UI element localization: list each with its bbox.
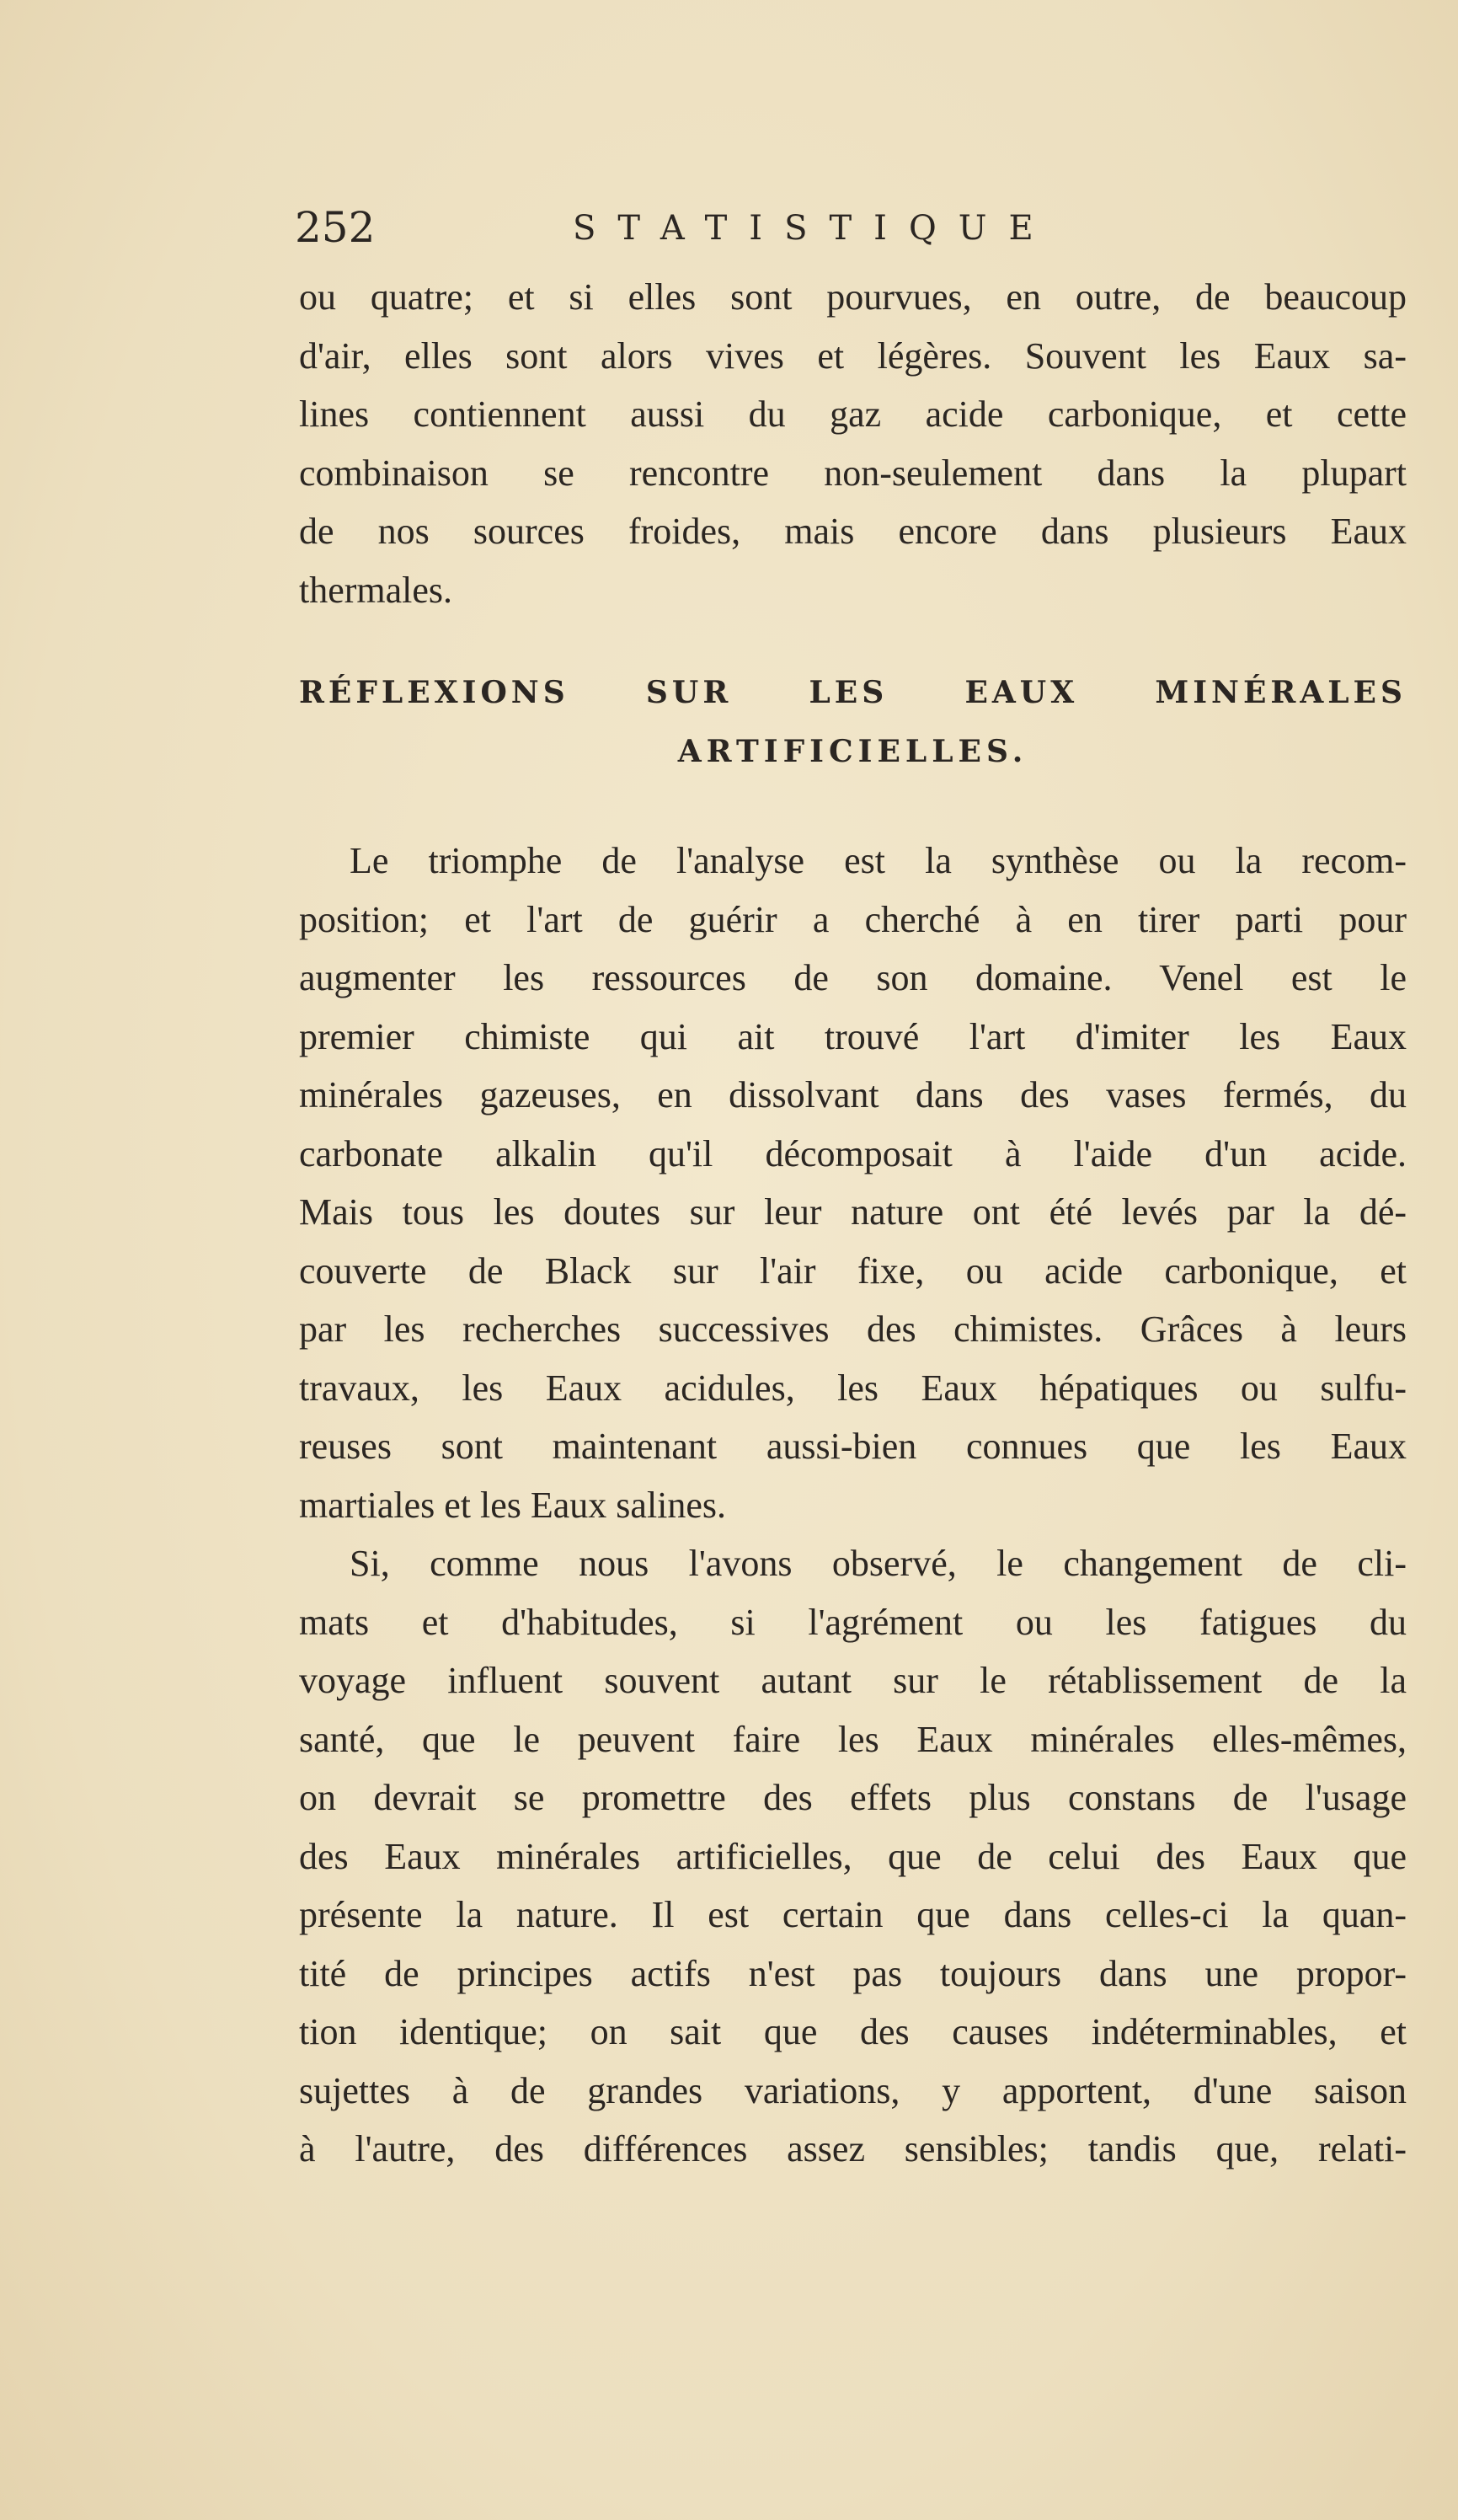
text-line: tion identique; on sait que des causes indéterminables, et (299, 2011, 1407, 2052)
text-line: augmenter les ressources de son domaine. Venel est le (299, 957, 1407, 998)
section-heading (299, 663, 1407, 781)
text-line: travaux, les Eaux acidules, les Eaux hépatiques ou sulfu- (299, 1367, 1407, 1409)
text-line: minérales gazeuses, en dissolvant dans des vases fermés, du (299, 1074, 1407, 1116)
text-line: présente la nature. Il est certain que dans celles-ci la quan- (299, 1894, 1407, 1935)
text-line: position; et l'art de guérir a cherché à en tirer parti pour (299, 898, 1407, 940)
text-line: martiales et les Eaux salines. (299, 1484, 727, 1526)
text-line: combinaison se rencontre non-seulement dans la plupart (299, 452, 1407, 494)
text-line: des Eaux minérales artificielles, que de celui des Eaux que (299, 1835, 1407, 1877)
paragraph-2 (299, 832, 1407, 1534)
heading-line-2: ARTIFICIELLES. (677, 734, 1028, 769)
running-title: STATISTIQUE (573, 209, 1055, 248)
text-line: sujettes à de grandes variations, y apportent, d'une saison (299, 2069, 1407, 2111)
text-line: carbonate alkalin qu'il décomposait à l'aide d'un acide. (299, 1132, 1407, 1174)
page-number: 252 (295, 203, 376, 252)
text-line: thermales. (299, 569, 453, 611)
text-line: Mais tous les doutes sur leur nature ont été levés par la dé- (299, 1191, 1407, 1233)
page-header (295, 198, 1137, 257)
text-line: tité de principes actifs n'est pas toujours dans une propor- (299, 1952, 1407, 1994)
paragraph-3 (299, 1534, 1407, 2179)
text-line: de nos sources froides, mais encore dans plusieurs Eaux (299, 511, 1407, 552)
text-line: premier chimiste qui ait trouvé l'art d'imiter les Eaux (299, 1015, 1407, 1057)
text-line: Si, comme nous l'avons observé, le changement de cli- (350, 1543, 1407, 1584)
text-line: ou quatre; et si elles sont pourvues, en outre, de beaucoup (299, 276, 1407, 318)
text-line: reuses sont maintenant aussi-bien connues que les Eaux (299, 1426, 1407, 1467)
text-line: on devrait se promettre des effets plus constans de l'usage (299, 1777, 1407, 1818)
text-line: couverte de Black sur l'air fixe, ou acide carbonique, et (299, 1249, 1407, 1292)
spacer (299, 619, 1407, 663)
text-line: Le triomphe de l'analyse est la synthèse ou la recom- (350, 840, 1407, 881)
text-line: voyage influent souvent autant sur le rétablissement de la (299, 1660, 1407, 1701)
text-line: mats et d'habitudes, si l'agrément ou les fatigues du (299, 1601, 1407, 1643)
text-line: par les recherches successives des chimistes. Grâces à leurs (299, 1308, 1407, 1350)
paragraph-1 (299, 268, 1407, 619)
text-line: lines contiennent aussi du gaz acide carbonique, et cette (299, 393, 1407, 435)
text-line: d'air, elles sont alors vives et légères. Souvent les Eaux sa- (299, 334, 1407, 377)
page-body (299, 268, 1407, 2179)
text-line: à l'autre, des différences assez sensibles; tandis que, relati- (299, 2128, 1407, 2170)
spacer (299, 781, 1407, 832)
text-line: santé, que le peuvent faire les Eaux minérales elles-mêmes, (299, 1718, 1407, 1760)
heading-line-1: RÉFLEXIONS SUR LES EAUX MINÉRALES (299, 675, 1407, 710)
